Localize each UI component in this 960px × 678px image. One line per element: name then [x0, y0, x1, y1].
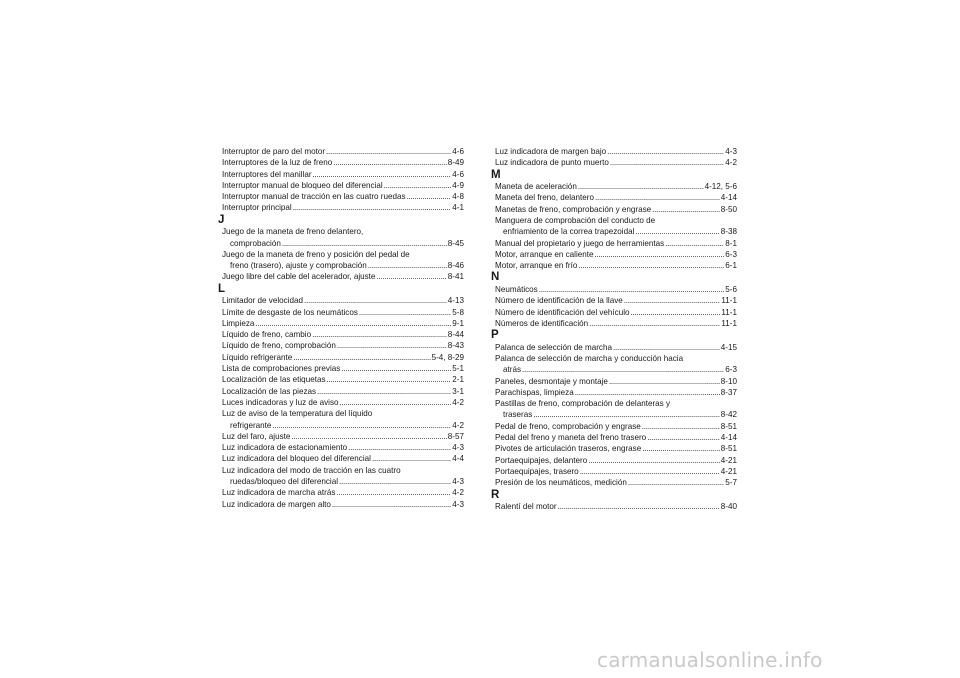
index-page-ref: 8-1	[725, 238, 737, 248]
index-page-ref: 11-1	[721, 307, 737, 317]
index-entry	[495, 432, 737, 443]
index-entry-text: Motor, arranque en frío	[495, 261, 578, 271]
index-entry-text: Pastillas de freno, comprobación de delanteras y	[495, 399, 671, 409]
index-entry	[495, 215, 737, 238]
index-entry	[222, 340, 464, 351]
index-entry-text: Juego libre del cable del acelerador, ajuste	[222, 272, 376, 282]
dot-leader	[359, 307, 451, 318]
dot-leader	[635, 226, 719, 237]
index-page-ref: 4-12, 5-6	[704, 182, 737, 192]
index-entry	[495, 455, 737, 466]
index-page-ref: 9-1	[452, 318, 464, 328]
index-entry	[495, 477, 737, 488]
index-entry	[222, 249, 464, 272]
dot-leader	[595, 249, 725, 260]
index-entry	[495, 204, 737, 215]
index-page-ref: 11-1	[721, 318, 737, 328]
dot-leader	[282, 238, 447, 249]
index-entry	[495, 387, 737, 398]
index-page-ref: 6-1	[725, 261, 737, 271]
dot-leader	[580, 466, 720, 477]
dot-leader	[575, 387, 720, 398]
index-page-ref: 5-6	[725, 284, 737, 294]
index-page-ref: 4-2	[452, 488, 464, 498]
dot-leader	[312, 329, 447, 340]
index-entry	[222, 442, 464, 453]
index-entry-text: Portaequipajes, delantero	[495, 455, 588, 465]
index-entry-text: Luz indicadora de marcha atrás	[222, 488, 336, 498]
index-page-ref: 5-1	[452, 364, 464, 374]
index-page-ref: 4-9	[452, 180, 464, 190]
index-entry-text: Luz indicadora de punto muerto	[495, 158, 609, 168]
index-page-ref: 11-1	[721, 296, 737, 306]
index-entry	[495, 318, 737, 329]
index-page-ref: 4-2	[725, 158, 737, 168]
index-entry-text: Líquido refrigerante	[222, 352, 293, 362]
dot-leader	[533, 409, 720, 420]
index-entry	[495, 421, 737, 432]
index-entry	[495, 192, 737, 203]
index-entry-text: Juego de la maneta de freno delantero,	[222, 227, 364, 237]
index-page-ref: 4-8	[452, 192, 464, 202]
index-entry	[222, 499, 464, 510]
index-entry	[222, 363, 464, 374]
index-entry	[222, 180, 464, 191]
dot-leader	[348, 442, 451, 453]
index-page-ref: 4-15	[720, 342, 737, 352]
index-page-ref: 4-21	[720, 466, 737, 476]
index-column-left	[218, 146, 464, 510]
dot-leader	[595, 192, 720, 203]
index-page-ref: 6-3	[725, 365, 737, 375]
index-entry-text: Números de identificación	[495, 318, 589, 328]
index-section-letter: J	[218, 213, 225, 226]
index-page-ref: 8-38	[720, 227, 737, 237]
index-entry-text: Luz indicadora de margen alto	[222, 499, 331, 509]
index-page-ref: 4-6	[452, 169, 464, 179]
index-entry-text: Presión de los neumáticos, medición	[495, 478, 627, 488]
index-page-ref: 4-13	[447, 296, 464, 306]
index-section-letter: L	[218, 282, 226, 295]
dot-leader	[336, 487, 451, 498]
index-page-ref: 8-41	[447, 272, 464, 282]
index-entry	[222, 374, 464, 385]
dot-leader	[589, 318, 720, 329]
index-entry-text: Maneta de aceleración	[495, 182, 577, 192]
index-page-ref: 8-51	[720, 444, 737, 454]
index-entry-text: Interruptor principal	[222, 203, 292, 213]
dot-leader	[291, 431, 446, 442]
index-entry-text: Limitador de velocidad	[222, 296, 303, 306]
index-entry-text: Neumáticos	[495, 284, 538, 294]
dot-leader	[610, 157, 724, 168]
index-entry-text: Luz indicadora de estacionamiento	[222, 443, 348, 453]
index-entry	[222, 307, 464, 318]
index-entry	[495, 398, 737, 421]
dot-leader	[304, 295, 447, 306]
index-entry	[222, 191, 464, 202]
index-entry-text: refrigerante	[230, 420, 272, 430]
index-entry-text: Número de identificación del vehículo	[495, 307, 630, 317]
dot-leader	[407, 191, 452, 202]
index-page-ref: 4-6	[452, 147, 464, 156]
dot-leader	[313, 169, 452, 180]
dot-leader	[607, 146, 724, 157]
index-section-letter: R	[491, 488, 500, 501]
index-entry-text: Motor, arranque en caliente	[495, 249, 594, 259]
index-entry	[495, 376, 737, 387]
dot-leader	[642, 443, 720, 454]
index-entry	[222, 465, 464, 488]
index-page-ref: 4-4	[452, 454, 464, 464]
dot-leader	[588, 455, 720, 466]
index-entry-text: Número de identificación de la llave	[495, 296, 623, 306]
index-page-ref: 2-1	[452, 375, 464, 385]
index-entry	[222, 386, 464, 397]
index-entry	[222, 397, 464, 408]
index-entry-text: Portaequipajes, trasero	[495, 466, 579, 476]
index-entry-text: Líquido de freno, comprobación	[222, 341, 336, 351]
index-entry-text: Limpieza	[222, 318, 255, 328]
index-entry-text: Luz indicadora de margen bajo	[495, 147, 607, 156]
index-entry	[222, 431, 464, 442]
index-page-ref: 4-14	[720, 193, 737, 203]
dot-leader	[332, 499, 451, 510]
index-entry-text: Manguera de comprobación del conducto de	[495, 215, 656, 225]
dot-leader	[327, 374, 452, 385]
index-page-ref: 4-2	[452, 397, 464, 407]
index-page-ref: 5-4, 8-29	[431, 352, 464, 362]
index-entry-text: Luz de aviso de la temperatura del líquido	[222, 409, 373, 419]
dot-leader	[293, 352, 430, 363]
dot-leader	[578, 181, 704, 192]
index-entry-text: Pedal del freno y maneta del freno trasero	[495, 433, 647, 443]
watermark: carmanualsonline.info	[597, 648, 823, 672]
dot-leader	[558, 501, 720, 512]
index-page-ref: 8-45	[447, 238, 464, 248]
index-entry	[222, 352, 464, 363]
index-section-letter: P	[491, 329, 499, 342]
index-page-ref: 4-3	[452, 499, 464, 509]
index-page-ref: 8-42	[720, 410, 737, 420]
index-entry	[495, 466, 737, 477]
dot-leader	[522, 364, 724, 375]
index-entry	[495, 443, 737, 454]
index-entry	[495, 295, 737, 306]
dot-leader	[642, 421, 720, 432]
index-entry-text: Luces indicadoras y luz de aviso	[222, 397, 339, 407]
index-entry	[495, 157, 737, 168]
index-entry	[495, 249, 737, 260]
index-entry	[495, 146, 737, 157]
index-entry-text: Manetas de freno, comprobación y engrase	[495, 204, 652, 214]
dot-leader	[647, 432, 720, 443]
index-entry	[222, 295, 464, 306]
index-entry-text: Lista de comprobaciones previas	[222, 364, 341, 374]
index-column-right	[491, 146, 737, 512]
index-page-ref: 4-3	[452, 477, 464, 487]
index-page-ref: 4-21	[720, 455, 737, 465]
index-page-ref: 8-51	[720, 421, 737, 431]
index-entry-text: Localización de las piezas	[222, 386, 317, 396]
index-page-ref: 8-43	[447, 341, 464, 351]
dot-leader	[293, 202, 452, 213]
dot-leader	[665, 238, 724, 249]
dot-leader	[326, 146, 451, 157]
index-page-ref: 8-10	[720, 376, 737, 386]
index-page-ref: 5-8	[452, 307, 464, 317]
index-entry-text: enfriamiento de la correa trapezoidal	[503, 227, 635, 237]
dot-leader	[368, 260, 447, 271]
index-entry	[222, 202, 464, 213]
dot-leader	[613, 342, 720, 353]
dot-leader	[624, 295, 721, 306]
index-page-ref: 3-1	[452, 386, 464, 396]
index-entry-text: Parachispas, limpieza	[495, 387, 574, 397]
index-page-ref: 4-14	[720, 433, 737, 443]
index-entry-text: Juego de la maneta de freno y posición del pedal de	[222, 249, 410, 259]
index-page-ref: 6-3	[725, 249, 737, 259]
dot-leader	[652, 204, 720, 215]
dot-leader	[272, 420, 451, 431]
index-entry-text: Interruptor manual de bloqueo del diferencial	[222, 180, 383, 190]
index-entry-text: Maneta del freno, delantero	[495, 193, 594, 203]
index-entry-text: Localización de las etiquetas	[222, 375, 326, 385]
dot-leader	[340, 397, 452, 408]
index-entry-text: freno (trasero), ajuste y comprobación	[230, 261, 367, 271]
index-entry-text: Luz indicadora del bloqueo del diferencial	[222, 454, 371, 464]
dot-leader	[317, 386, 451, 397]
index-entry-text: Interruptor de paro del motor	[222, 147, 326, 156]
index-entry-text: Manual del propietario y juego de herramientas	[495, 238, 665, 248]
index-section-letter: N	[491, 271, 500, 284]
index-entry-text: Límite de desgaste de los neumáticos	[222, 307, 358, 317]
index-entry	[222, 271, 464, 282]
index-page-ref: 8-40	[720, 502, 737, 512]
index-page-ref: 8-46	[447, 261, 464, 271]
index-entry-text: Interruptores del manillar	[222, 169, 312, 179]
index-entry-text: Líquido de freno, cambio	[222, 330, 312, 340]
index-entry-text: Luz del faro, ajuste	[222, 431, 291, 441]
index-entry-text: traseras	[503, 410, 533, 420]
index-entry	[222, 146, 464, 157]
index-page-ref: 8-44	[447, 330, 464, 340]
index-entry-text: atrás	[503, 365, 521, 375]
index-entry-text: Pivotes de articulación traseros, engrase	[495, 444, 642, 454]
index-entry-text: Luz indicadora del modo de tracción en las cuatro	[222, 465, 401, 475]
index-page-ref: 4-2	[452, 420, 464, 430]
dot-leader	[539, 284, 725, 295]
dot-leader	[333, 157, 447, 168]
dot-leader	[578, 260, 724, 271]
index-entry-text: Palanca de selección de marcha y conducción hacia	[495, 353, 684, 363]
index-entry	[222, 408, 464, 431]
index-entry	[222, 157, 464, 168]
index-entry-text: Palanca de selección de marcha	[495, 342, 612, 352]
index-page-ref: 8-57	[447, 431, 464, 441]
index-entry-text: ruedas/bloqueo del diferencial	[230, 477, 338, 487]
index-entry	[222, 487, 464, 498]
dot-leader	[609, 376, 720, 387]
dot-leader	[339, 476, 451, 487]
index-entry	[495, 353, 737, 376]
index-entry	[222, 453, 464, 464]
dot-leader	[337, 340, 447, 351]
index-entry-text: Interruptor manual de tracción en las cuatro ruedas	[222, 192, 406, 202]
index-page-ref: 4-1	[452, 203, 464, 213]
index-entry	[495, 307, 737, 318]
dot-leader	[341, 363, 451, 374]
index-entry	[495, 342, 737, 353]
index-entry	[222, 318, 464, 329]
index-entry	[495, 238, 737, 249]
index-entry-text: Ralentí del motor	[495, 502, 557, 512]
dot-leader	[628, 477, 724, 488]
index-entry	[222, 169, 464, 180]
index-entry-text: comprobación	[230, 238, 281, 248]
index-entry-text: Paneles, desmontaje y montaje	[495, 376, 608, 386]
index-page-ref: 4-3	[725, 147, 737, 156]
dot-leader	[372, 453, 451, 464]
index-page-ref: 5-7	[725, 478, 737, 488]
dot-leader	[384, 180, 452, 191]
index-entry	[495, 181, 737, 192]
index-entry-text: Interruptores de la luz de freno	[222, 158, 333, 168]
index-entry-text: Pedal de freno, comprobación y engrase	[495, 421, 641, 431]
dot-leader	[376, 271, 446, 282]
index-page-ref: 4-3	[452, 443, 464, 453]
index-entry	[222, 226, 464, 249]
index-entry	[222, 329, 464, 340]
index-entry	[495, 260, 737, 271]
index-section-letter: M	[491, 168, 501, 181]
index-page-ref: 8-50	[720, 204, 737, 214]
index-entry	[495, 284, 737, 295]
index-page-ref: 8-37	[720, 387, 737, 397]
dot-leader	[255, 318, 451, 329]
index-entry	[495, 501, 737, 512]
index-page-ref: 8-49	[447, 158, 464, 168]
dot-leader	[631, 307, 721, 318]
